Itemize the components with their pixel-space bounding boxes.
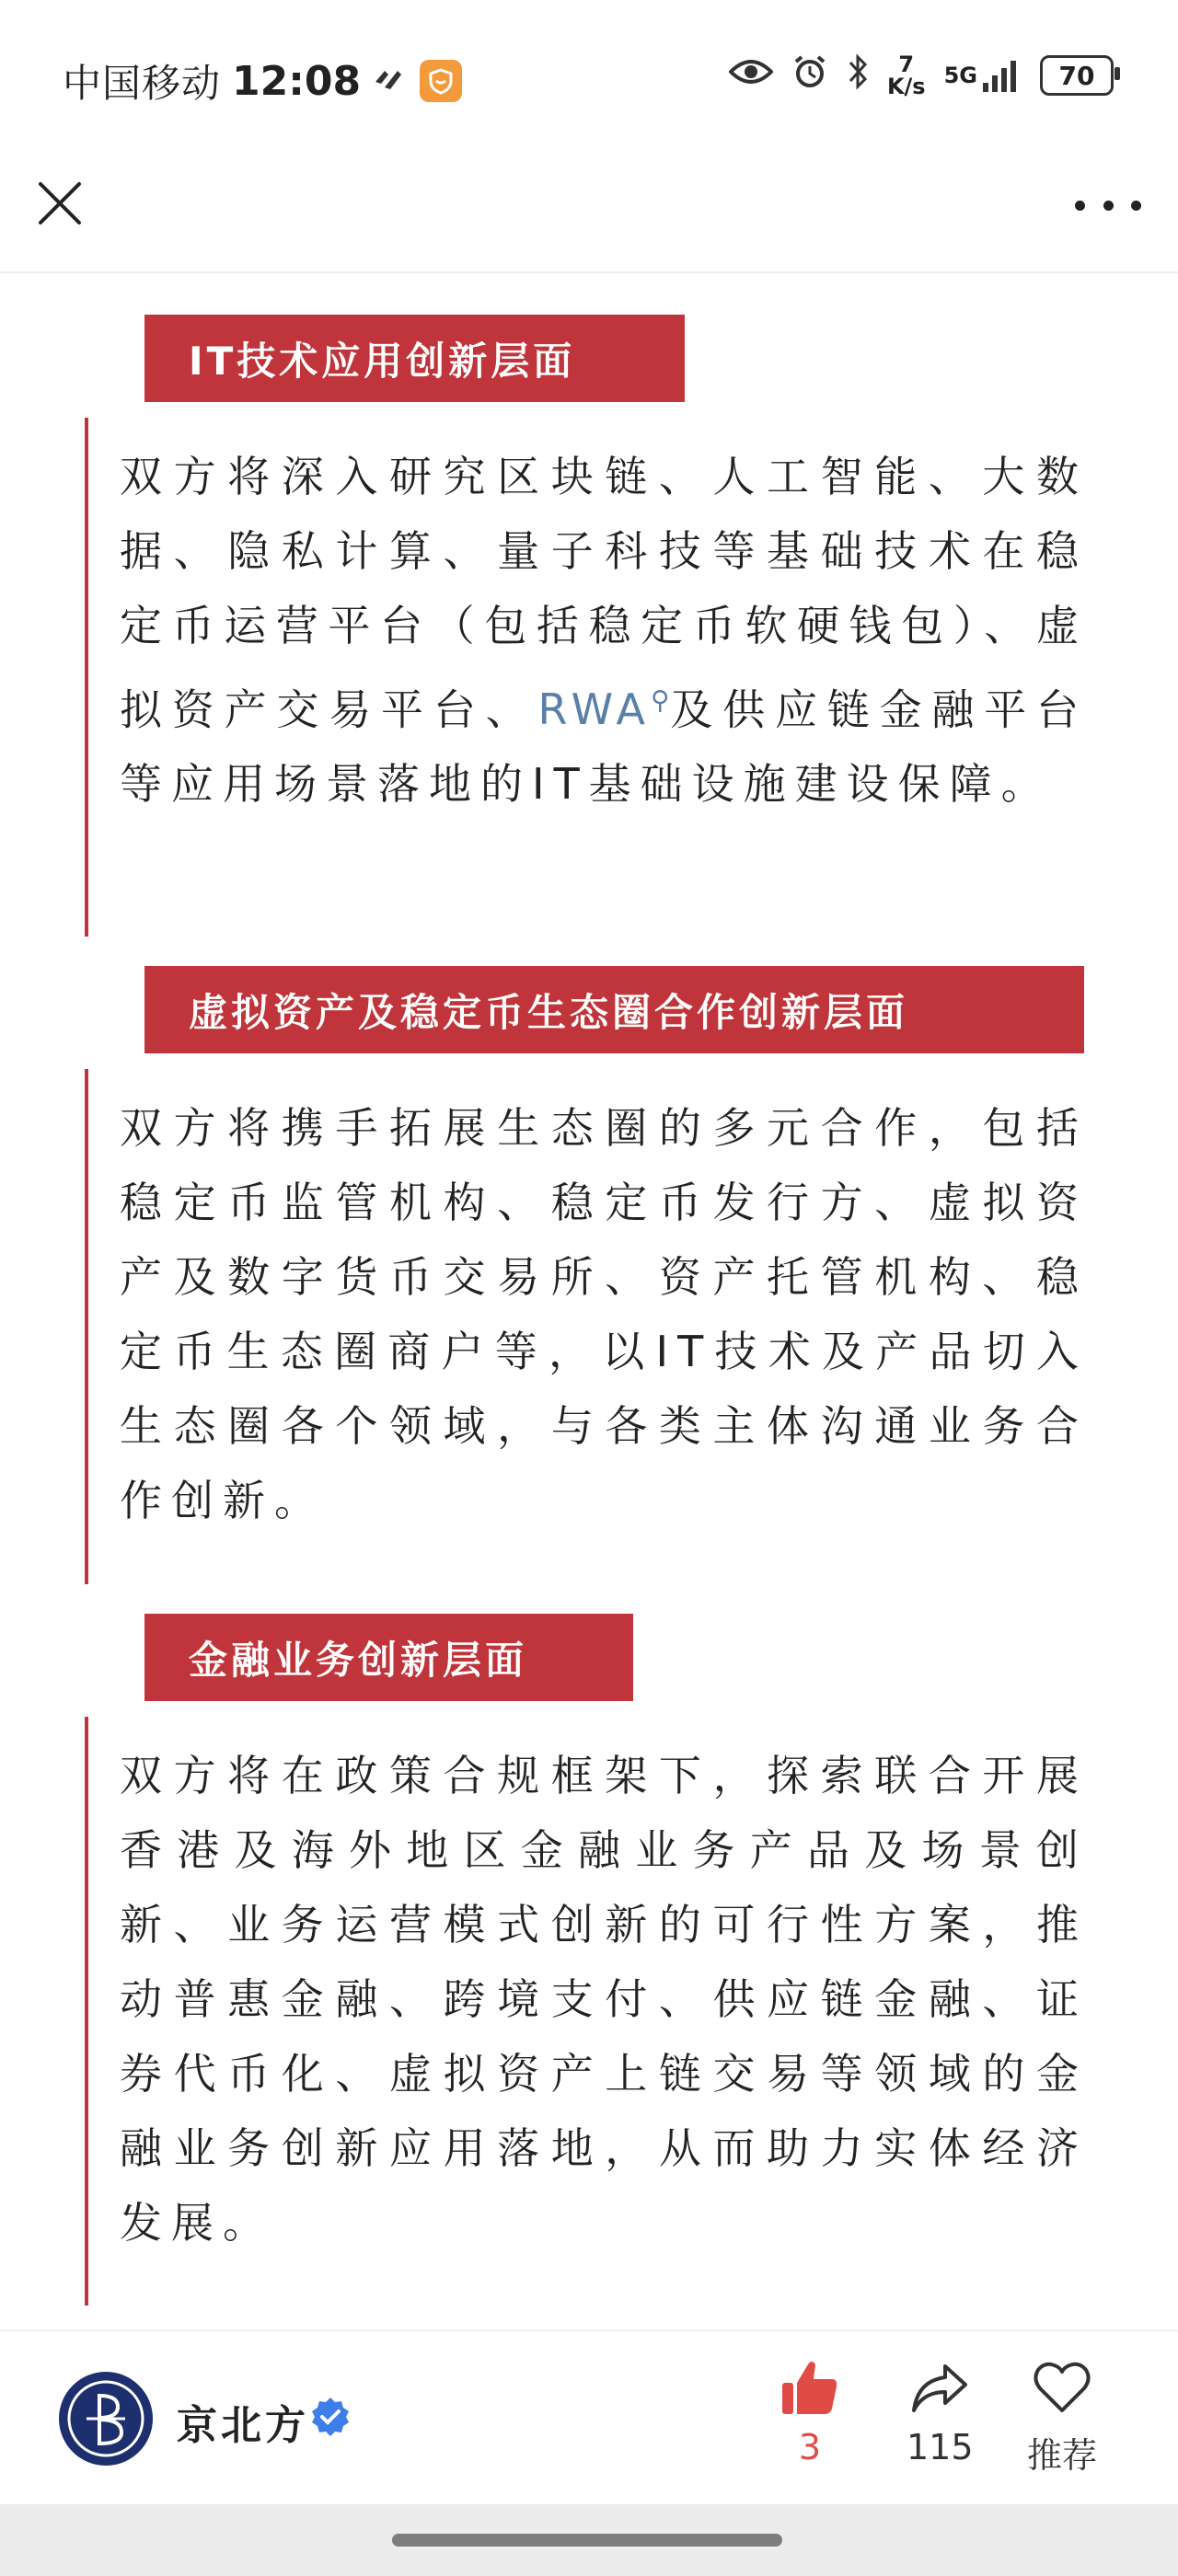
section-body-ecosystem [85, 1069, 1088, 1584]
section-header-finance: 金融业务创新层面 [144, 1614, 633, 1701]
bluetooth-icon [847, 53, 869, 98]
section-paragraph: 双方将携手拓展生态圈的多元合作，包括稳定币监管机构、稳定币发行方、虚拟资产及数字货币交易所、资产托管机构、稳定币生态圈商户等，以IT技术及产品切入生态圈各个领域，与各类主体沟通业务合作创新。 [120, 1103, 1088, 1525]
more-dot [1103, 201, 1114, 211]
heart-icon [1033, 2359, 1091, 2416]
section-body-finance [85, 1717, 1088, 2306]
status-left [63, 53, 462, 109]
clock: 12:08 [232, 57, 362, 105]
close-button[interactable] [35, 178, 85, 228]
net-speed-value: 7 [898, 52, 915, 77]
net-speed [887, 53, 926, 98]
thumbs-up-icon [780, 2359, 839, 2416]
more-dot [1131, 201, 1141, 211]
alarm-icon [791, 53, 828, 98]
eye-icon [729, 57, 773, 94]
rwa-link-text: RWA [537, 684, 652, 735]
paragraph-text: 及供应链金融平台等应用场景落地的IT基础设施建设保障。 [120, 684, 1088, 810]
network-type: 5G [943, 63, 977, 88]
rwa-link[interactable] [537, 684, 669, 734]
status-right [729, 53, 1114, 98]
verified-badge-icon [309, 2396, 352, 2438]
carrier-label: 中国移动 [63, 61, 222, 106]
share-icon [910, 2359, 969, 2416]
author-avatar[interactable] [59, 2372, 153, 2466]
top-nav [0, 156, 1178, 273]
cellular-signal [944, 57, 1022, 94]
signal-boost-icon [372, 59, 409, 104]
share-count: 115 [907, 2427, 974, 2467]
more-dot [1075, 201, 1085, 211]
like-button[interactable] [780, 2359, 839, 2467]
search-icon: ⚲ [651, 685, 670, 716]
shield-app-icon [420, 60, 462, 102]
recommend-button[interactable] [1027, 2359, 1097, 2478]
section-paragraph: 双方将在政策合规框架下，探索联合开展香港及海外地区金融业务产品及场景创新、业务运营模式创新的可行性方案，推动普惠金融、跨境支付、供应链金融、证券代币化、虚拟资产上链交易等领域的金融业务创新应用落地，从而助力实体经济发展。 [120, 1751, 1088, 2248]
battery-indicator: 70 [1040, 55, 1114, 96]
share-button[interactable] [907, 2359, 974, 2467]
section-header-it: IT技术应用创新层面 [144, 315, 685, 402]
home-indicator[interactable] [392, 2534, 782, 2547]
like-count: 3 [798, 2427, 822, 2467]
section-paragraph [120, 440, 1088, 822]
logo-icon [59, 2372, 153, 2466]
more-button[interactable] [1075, 191, 1141, 219]
recommend-label: 推荐 [1027, 2435, 1098, 2476]
author-name[interactable]: 京北方 [177, 2402, 309, 2449]
section-header-ecosystem: 虚拟资产及稳定币生态圈合作创新层面 [144, 966, 1084, 1053]
signal-bars-icon [981, 57, 1022, 94]
net-speed-unit: K/s [886, 74, 926, 99]
status-bar [0, 0, 1178, 156]
bottom-bar [0, 2329, 1178, 2506]
section-body-it [85, 418, 1088, 937]
home-indicator-area [0, 2504, 1178, 2576]
paragraph-text: 双方将深入研究区块链、人工智能、大数据、隐私计算、量子科技等基础技术在稳定币运营平台（包括稳定币软硬钱包）、虚拟资产交易平台、 [120, 452, 1088, 735]
close-icon [35, 178, 85, 228]
